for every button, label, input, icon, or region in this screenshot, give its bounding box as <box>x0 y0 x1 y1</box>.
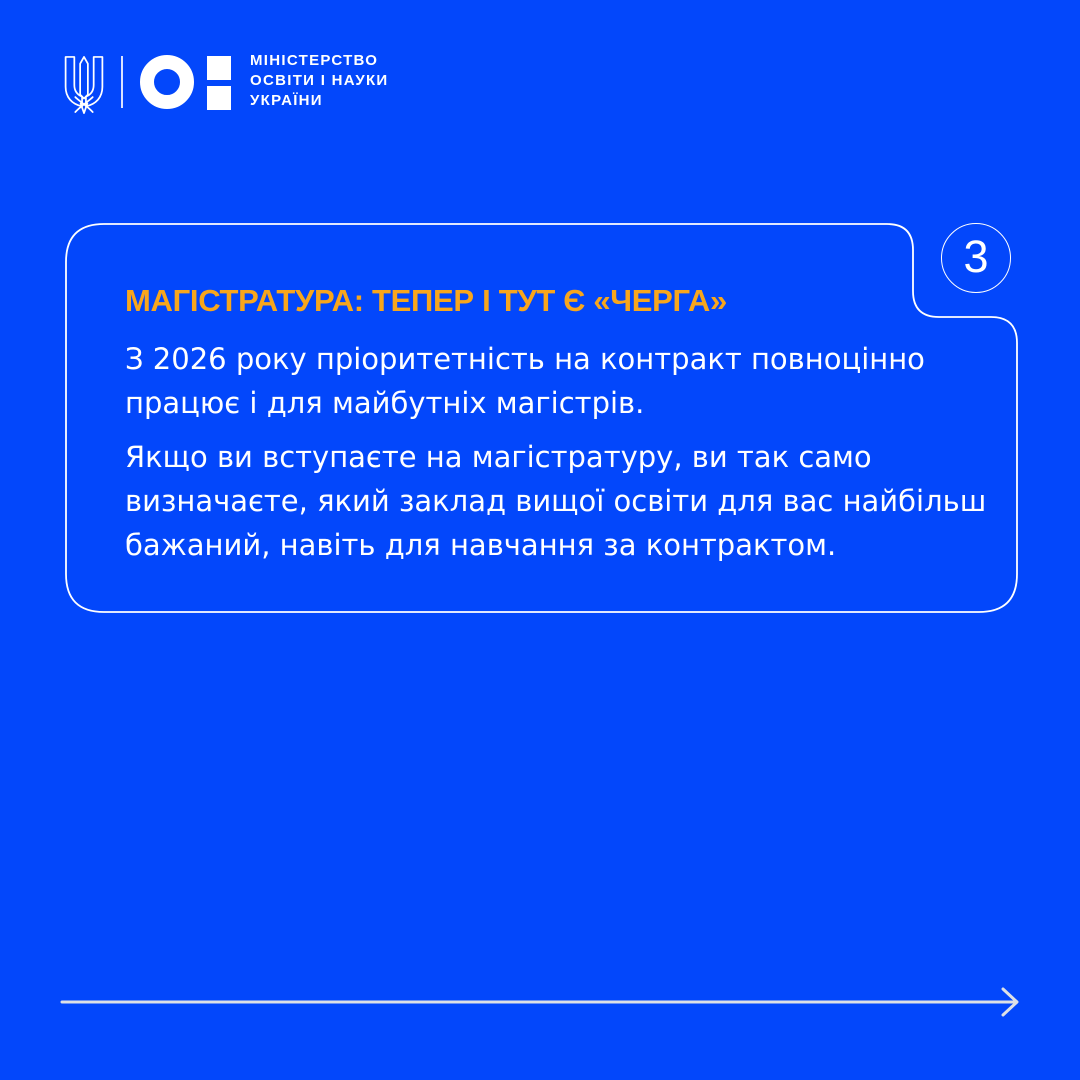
card-title: МАГІСТРАТУРА: ТЕПЕР І ТУТ Є «ЧЕРГА» <box>125 283 727 318</box>
ministry-name-line: ОСВІТИ І НАУКИ <box>250 72 389 89</box>
slide-number: 3 <box>963 231 989 282</box>
ministry-name-line: МІНІСТЕРСТВО <box>250 52 379 69</box>
ministry-name-line: УКРАЇНИ <box>250 92 323 109</box>
card-paragraph: Якщо ви вступаєте на магістратуру, ви так само визначаєте, який заклад вищої освіти для вас найбільш бажаний, навіть для навчання за контрактом. <box>125 440 987 562</box>
card-paragraph: З 2026 року пріоритетність на контракт повноцінно працює і для майбутніх магістрів. <box>125 342 925 420</box>
